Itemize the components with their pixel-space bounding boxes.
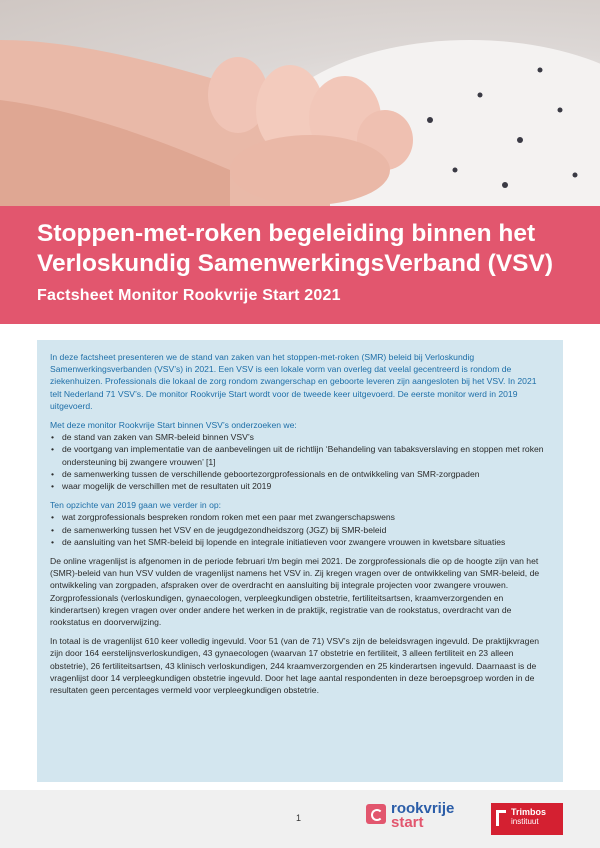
trimbos-name: Trimbos: [511, 807, 547, 817]
list-item: • wat zorgprofessionals bespreken rondom roken met een paar met zwangerschapswens: [62, 511, 550, 523]
list2-heading: Ten opzichte van 2019 gaan we verder in op:: [50, 500, 222, 511]
rookvrije-start-icon: [366, 804, 386, 824]
baby-hand-illustration: [0, 0, 600, 206]
list1: [50, 431, 550, 492]
list-item: • de samenwerking tussen het VSV en de jeugdgezondheidszorg (JGZ) bij SMR-beleid: [62, 524, 550, 536]
list2: [50, 511, 550, 548]
intro-paragraph: In deze factsheet presenteren we de stand van zaken van het stoppen-met-roken (SMR) beleid bij Verloskundig Samenwerkingsverbanden (VSV’s) in 2021. Een VSV is een lokale vorm van overleg dat veelal gecentreerd is rondom de ziekenhuizen. Professionals die lokaal de zorg rondom zwangerschap en geboorte leveren zijn aangesloten bij het VSV. In 2021 telt Nederland 71 VSV’s. De monitor Rookvrije Start wordt voor de tweede keer uitgevoerd. De eerste monitor werd in 2019 uitgevoerd.: [50, 352, 537, 411]
hero-photo: [0, 0, 600, 206]
list-item: • de aansluiting van het SMR-beleid bij lopende en integrale initiatieven voor zwangere vrouwen in kwetsbare situaties: [62, 536, 550, 548]
trimbos-icon: [496, 810, 506, 826]
page-number: 1: [296, 813, 302, 823]
trimbos-sub: instituut: [511, 817, 539, 826]
content-box: [37, 340, 563, 782]
list-item: • waar mogelijk de verschillen met de resultaten uit 2019: [62, 480, 550, 492]
logo-line-2: start: [391, 814, 424, 831]
response-paragraph: In totaal is de vragenlijst 610 keer volledig ingevuld. Voor 51 (van de 71) VSV’s zijn de beleidsvragen ingevuld. De praktijkvragen zijn door 164 eerstelijnsverloskundigen, 43 gynaecologen (waarvan 17 obstetrie en fertiliteit, 3 alleen fertiliteit en 23 alleen obstetrie), 26 fertiliteitsartsen, 43 klinisch verloskundigen, 244 kraamverzorgenden en 25 kinderartsen ingevuld. Daarnaast is de vragenlijst door 14 verpleegkundigen obstetrie ingevuld. Door het lage aantal respondenten in deze beroepsgroep worden in de resultaten geen percentages vermeld voor verpleegkundigen obstetrie.: [50, 636, 540, 696]
methods-paragraph: De online vragenlijst is afgenomen in de periode februari t/m begin mei 2021. De zorgprofessionals die op de hoogte zijn van het (SMR)-beleid van hun VSV vulden de vragenlijst namens het VSV in. Zij kregen vragen over de ontwikkeling van SMR-beleid, de ontwikkeling van zorgpaden, afspraken over de overdracht en aansluiting bij integrale projecten voor zwangere vrouwen. Zorgprofessionals (verloskundigen, gynaecologen, verpleegkundigen obstetrie, fertiliteitsartsen, kraamverzorgenden en kinderartsen) kregen vragen over onder andere het werken in de praktijk, registratie van de rookstatus, overdracht van de rookstatus en doorverwijzing.: [50, 556, 540, 628]
trimbos-logo: [491, 803, 563, 835]
page-title: Stoppen-met-roken begeleiding binnen het Verloskundig SamenwerkingsVerband (VSV): [37, 220, 554, 277]
rookvrije-start-logo: [366, 802, 454, 836]
list1-heading: Met deze monitor Rookvrije Start binnen VSV’s onderzoeken we:: [50, 420, 297, 431]
page-subtitle: Factsheet Monitor Rookvrije Start 2021: [37, 287, 341, 304]
logo-line-1: rookvrije: [391, 800, 455, 817]
list-item: • de samenwerking tussen de verschillende geboortezorgprofessionals en de ontwikkeling van SMR-zorgpaden: [62, 468, 550, 480]
rookvrije-start-wordmark: [391, 802, 454, 830]
list-item: • de stand van zaken van SMR-beleid binnen VSV’s: [62, 431, 550, 443]
list-item: • de voortgang van implementatie van de aanbevelingen uit de richtlijn ‘Behandeling van tabaksverslaving en stoppen met roken ondersteuning bij zwangere vrouwen’ [1]: [62, 443, 550, 467]
